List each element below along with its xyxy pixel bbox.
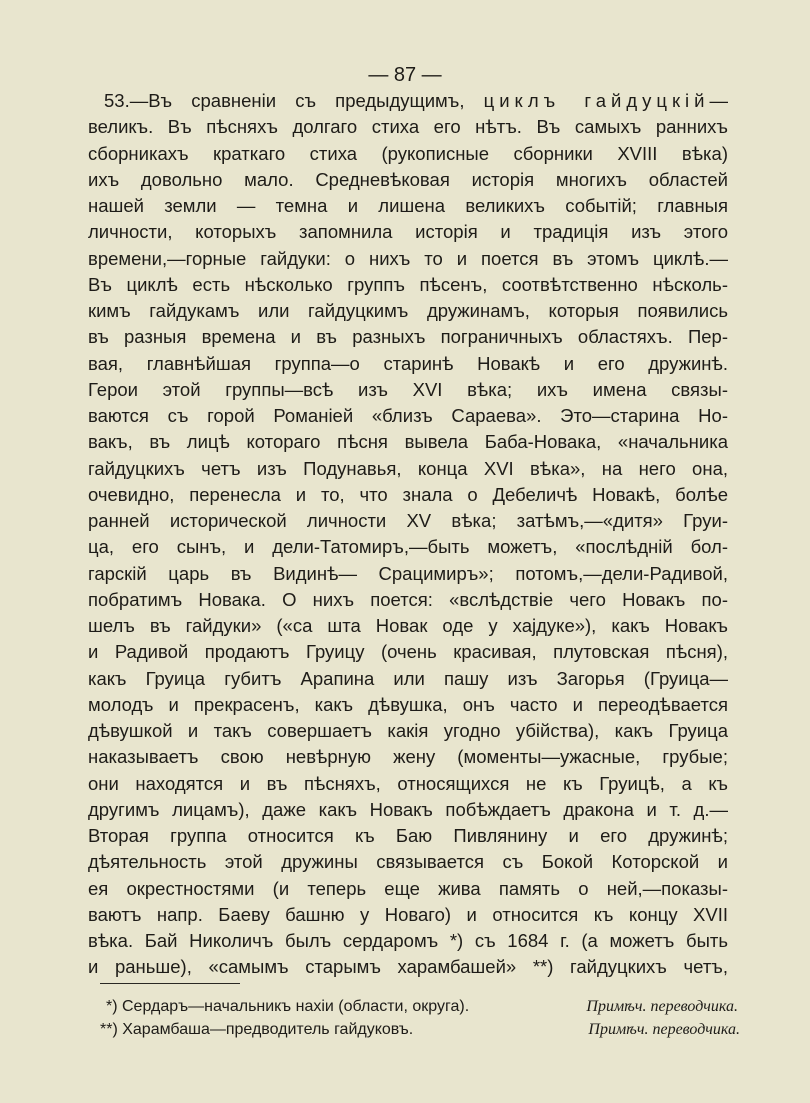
- text-line: [88, 482, 728, 508]
- text-line-content: побратимъ Новака. О нихъ поется: «вслѣдствіе чего Новакъ по-: [88, 588, 728, 610]
- text-line-content: и раньше), «самымъ старымъ харамбашей» **) гайдуцкихъ четъ,: [88, 956, 728, 978]
- text-line-content: молодъ и прекрасенъ, какъ дѣвушка, онъ часто и переодѣвается: [88, 693, 728, 715]
- text-line: [88, 193, 728, 219]
- text-line: [88, 88, 728, 114]
- text-line: [88, 219, 728, 245]
- text-line-content: гарскій царь въ Видинѣ— Срацимиръ»; потомъ,—дели-Радивой,: [88, 562, 728, 584]
- text-line-content: Герои этой группы—всѣ изъ XVI вѣка; ихъ имена связы-: [88, 378, 728, 400]
- text-line-content: великъ. Въ пѣсняхъ долгаго стиха его нѣтъ. Въ самыхъ раннихъ: [88, 116, 728, 138]
- page-number: — 87 —: [368, 64, 442, 86]
- text-line-content: другимъ лицамъ), даже какъ Новакъ побѣждаетъ дракона и т. д.—: [88, 798, 728, 820]
- text-line-content: вакъ, въ лицѣ котораго пѣсня вывела Баба-Новака, «начальника: [88, 431, 728, 453]
- text-line-content: и Радивой продаютъ Груицу (очень красивая, плутовская пѣсня),: [88, 641, 728, 663]
- text-line: [88, 508, 728, 534]
- footnote-rule: [100, 983, 240, 984]
- text-line: [88, 561, 728, 587]
- text-line: [88, 351, 728, 377]
- text-line: [88, 639, 728, 665]
- text-line-content: вѣка. Бай Николичъ былъ сердаромъ *) съ 1684 г. (а можетъ быть: [88, 930, 728, 951]
- text-line-content: ихъ довольно мало. Средневѣковая исторія многихъ областей: [88, 168, 728, 190]
- text-line-content: Вторая группа относится къ Баю Пивлянину и его дружинѣ;: [88, 825, 728, 846]
- footnote-attribution: Примѣч. переводчика.: [588, 1021, 740, 1038]
- text-line: [88, 954, 728, 980]
- text-line-content: нашей земли — темна и лишена великихъ событій; главныя: [88, 195, 728, 216]
- text-line-content: сборникахъ краткаго стиха (рукописные сборники XVIII вѣка): [88, 142, 728, 164]
- text-line: [88, 114, 728, 140]
- text-line: [88, 797, 728, 823]
- text-segment: 53.—Въ сравненіи съ предыдущимъ,: [104, 90, 484, 111]
- text-line: [88, 324, 728, 350]
- text-line: [88, 744, 728, 770]
- text-segment: —: [709, 90, 728, 111]
- spaced-emphasis: циклъ гайдуцкій: [483, 90, 710, 111]
- text-line: [88, 718, 728, 744]
- footnote-2: [100, 1019, 740, 1041]
- text-line-content: Въ циклѣ есть нѣсколько группъ пѣсенъ, соотвѣтственно нѣсколь-: [88, 273, 728, 295]
- text-line: [88, 849, 728, 875]
- text-line: [88, 141, 728, 167]
- text-line: [88, 272, 728, 298]
- text-line-content: ца, его сынъ, и дели-Татомиръ,—быть можетъ, «послѣдній бол-: [88, 536, 728, 558]
- text-line: [88, 403, 728, 429]
- text-line-content: ваютъ напр. Баеву башню у Новаго) и относится къ концу XVII: [88, 903, 728, 925]
- text-line: [88, 298, 728, 324]
- text-line: [88, 534, 728, 560]
- text-line: [88, 167, 728, 193]
- text-line-content: вая, главнѣйшая группа—о старинѣ Новакѣ и его дружинѣ.: [88, 352, 728, 374]
- text-line-content: наказываетъ свою невѣрную жену (моменты—ужасные, грубые;: [88, 746, 728, 768]
- text-line-content: очевидно, перенесла и то, что знала о Дебеличѣ Новакѣ, болѣе: [88, 483, 728, 505]
- footnote-text: **) Харамбаша—предводитель гайдуковъ.: [100, 1021, 414, 1038]
- text-line: [88, 928, 728, 954]
- text-line-content: времени,—горные гайдуки: о нихъ то и поется въ этомъ циклѣ.—: [88, 247, 728, 269]
- text-line-content: они находятся и въ пѣсняхъ, относящихся не къ Груицѣ, а къ: [88, 772, 728, 794]
- text-line: [88, 666, 728, 692]
- text-line-content: кимъ гайдукамъ или гайдуцкимъ дружинамъ, которыя появились: [88, 300, 728, 321]
- text-line: [88, 876, 728, 902]
- text-line-content: шелъ въ гайдуки» («са шта Новак оде у хајдуке»), какъ Новакъ: [88, 615, 728, 636]
- text-line-content: личности, которыхъ запомнила исторія и традиція изъ этого: [88, 221, 728, 243]
- text-line-content: ея окрестностями (и теперь еще жива память о ней,—показы-: [88, 877, 728, 899]
- text-line-content: дѣвушкой и такъ совершаетъ какія угодно убійства), какъ Груица: [88, 720, 728, 741]
- text-line-content: гайдуцкихъ четъ изъ Подунавья, конца XVI вѣка», на него она,: [88, 457, 728, 479]
- text-line-content: какъ Груица губитъ Арапина или пашу изъ Загорья (Груица—: [88, 667, 728, 689]
- text-line: [88, 429, 728, 455]
- text-line: [88, 771, 728, 797]
- text-line-content: дѣятельность этой дружины связывается съ Бокой Которской и: [88, 851, 728, 873]
- text-line: [88, 823, 728, 849]
- text-line: [88, 692, 728, 718]
- text-line-content: ранней исторической личности XV вѣка; затѣмъ,—«дитя» Груи-: [88, 510, 728, 531]
- text-line-content: ваются съ горой Романіей «близъ Сараева». Это—старина Но-: [88, 405, 728, 426]
- text-line: [88, 902, 728, 928]
- text-line: [88, 587, 728, 613]
- text-line-content: въ разныя времена и въ разныхъ пограничныхъ областяхъ. Пер-: [88, 326, 728, 348]
- text-line: [88, 613, 728, 639]
- main-text: [88, 88, 728, 981]
- text-line: [88, 377, 728, 403]
- footnote-text: *) Сердаръ—начальникъ нахіи (области, округа).: [106, 998, 470, 1015]
- text-line: [88, 456, 728, 482]
- text-line: [88, 246, 728, 272]
- footnote-attribution: Примѣч. переводчика.: [586, 998, 738, 1015]
- footnote-1: [106, 996, 738, 1018]
